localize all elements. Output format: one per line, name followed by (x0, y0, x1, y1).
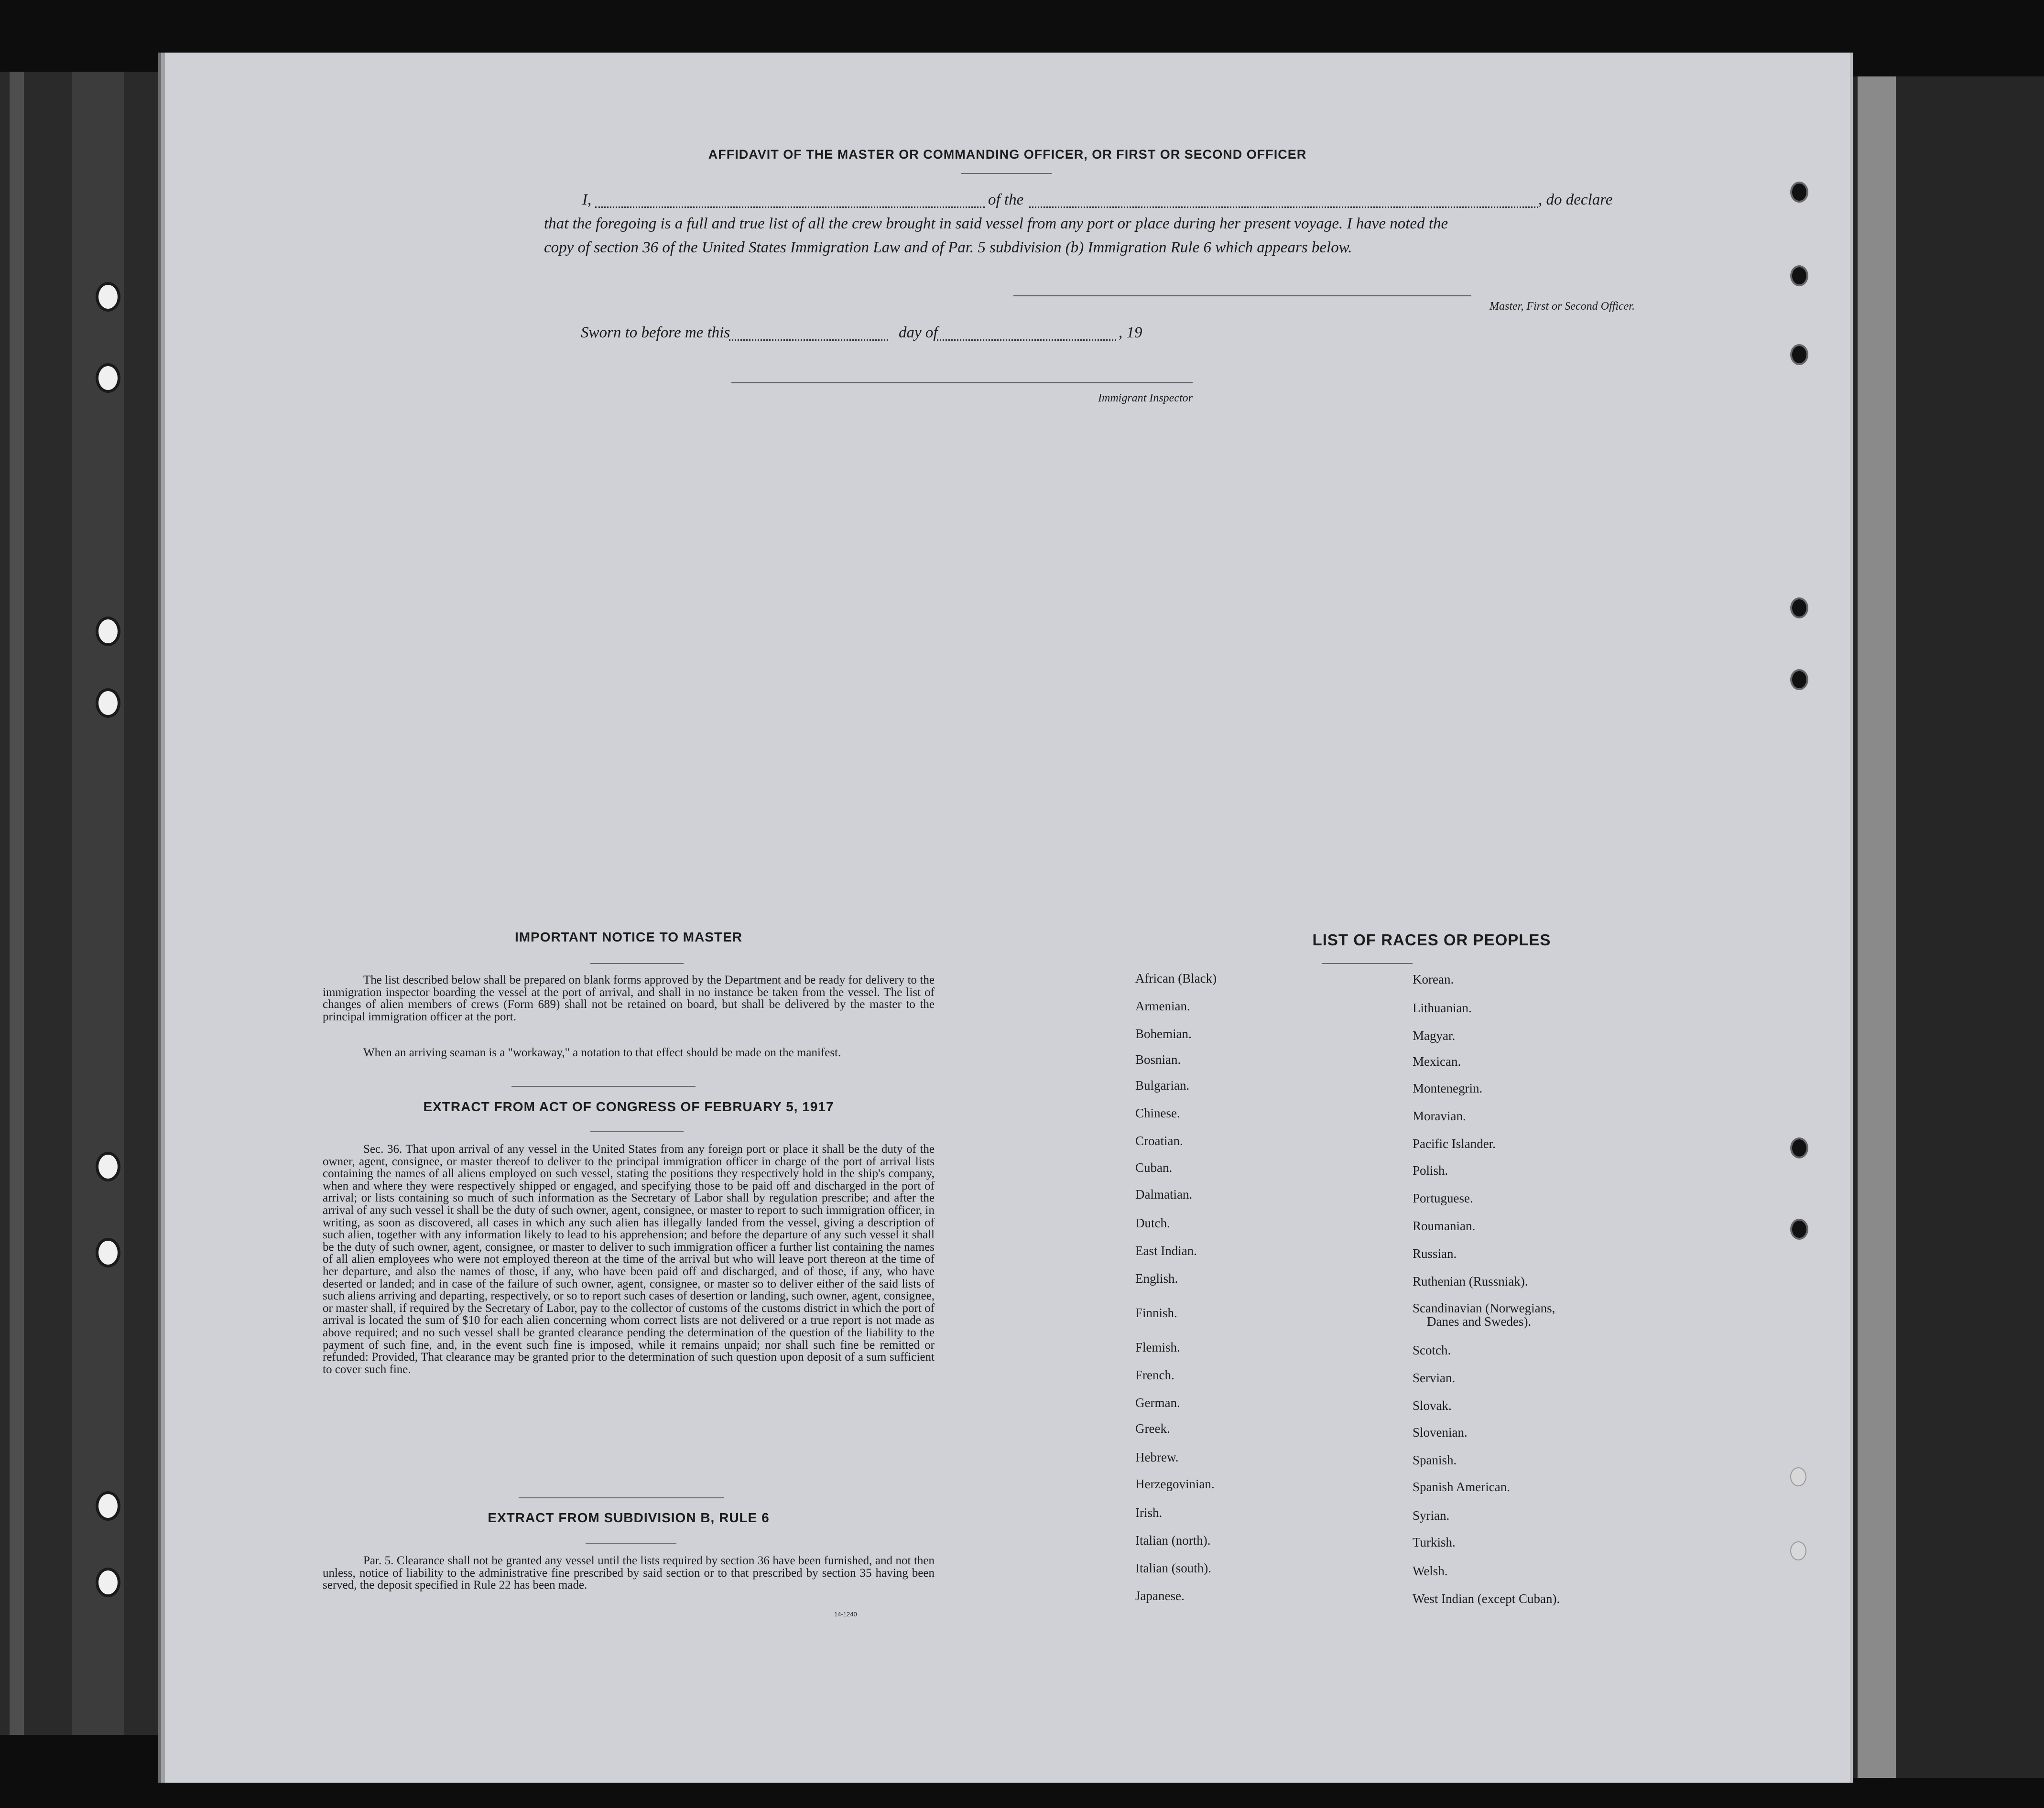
race-item: Russian. (1413, 1246, 1457, 1261)
punch-hole (1790, 265, 1808, 286)
race-item: Scotch. (1413, 1343, 1451, 1357)
affidavit-of-the-label: of the (988, 191, 1024, 208)
affidavit-title: AFFIDAVIT OF THE MASTER OR COMMANDING OFFICER, OR FIRST OR SECOND OFFICER (708, 147, 1307, 162)
race-item: Herzegovinian. (1135, 1477, 1215, 1491)
race-item: Italian (north). (1135, 1533, 1211, 1548)
race-item: Hebrew. (1135, 1450, 1179, 1464)
race-item: Syrian. (1413, 1508, 1450, 1523)
affidavit-text-line3: copy of section 36 of the United States Immigration Law and of Par. 5 subdivision (b) Immigration Rule 6 which appears below. (544, 239, 1352, 256)
manifest-page (165, 53, 1850, 1783)
sworn-year-label: , 19 (1119, 324, 1142, 341)
notice-paragraph: When an arriving seaman is a "workaway," a notation to that effect should be made on the manifest. (363, 1046, 841, 1059)
race-item: Italian (south). (1135, 1561, 1211, 1575)
punch-hole (1790, 1541, 1806, 1560)
binder-hole (96, 1152, 120, 1181)
race-item: Japanese. (1135, 1589, 1185, 1603)
divider (586, 1543, 676, 1544)
divider (961, 173, 1052, 174)
race-item: African (Black) (1135, 971, 1217, 985)
divider (590, 1131, 684, 1132)
race-item: Magyar. (1413, 1029, 1456, 1043)
binder-hole (96, 1568, 120, 1597)
vessel-blank[interactable] (1029, 206, 1538, 208)
sworn-day-blank[interactable] (729, 339, 888, 341)
divider (1322, 963, 1413, 964)
race-item: Cuban. (1135, 1160, 1173, 1175)
race-item: Dutch. (1135, 1216, 1170, 1230)
race-item: Irish. (1135, 1505, 1163, 1520)
race-item: French. (1135, 1368, 1174, 1382)
race-item: Welsh. (1413, 1564, 1448, 1578)
form-number: 14-1240 (834, 1611, 857, 1618)
act-extract-title: EXTRACT FROM ACT OF CONGRESS OF FEBRUARY 5, 1917 (423, 1099, 834, 1114)
binder-strip (72, 72, 124, 1735)
race-item: Lithuanian. (1413, 1001, 1472, 1015)
race-item: Roumanian. (1413, 1219, 1476, 1233)
race-item: Greek. (1135, 1421, 1170, 1436)
race-item: Turkish. (1413, 1535, 1456, 1549)
divider (590, 963, 684, 964)
binder-hole (96, 363, 120, 393)
race-item: Servian. (1413, 1371, 1456, 1385)
race-item: Danes and Swedes). (1427, 1314, 1532, 1329)
race-item: Montenegrin. (1413, 1081, 1483, 1095)
race-item: Finnish. (1135, 1306, 1177, 1320)
name-blank[interactable] (595, 206, 985, 208)
affidavit-i-label: I, (582, 191, 592, 208)
race-item: Moravian. (1413, 1109, 1466, 1123)
left-binder (0, 72, 158, 1735)
affidavit-declare-label: , do declare (1538, 191, 1613, 208)
race-item: Flemish. (1135, 1340, 1180, 1354)
divider (511, 1086, 696, 1087)
race-item: Armenian. (1135, 999, 1190, 1013)
race-item: Scandinavian (Norwegians, (1413, 1301, 1555, 1315)
race-item: German. (1135, 1396, 1180, 1410)
race-item: Chinese. (1135, 1106, 1180, 1120)
binder-hole (96, 617, 120, 646)
race-item: Mexican. (1413, 1054, 1461, 1069)
race-item: Ruthenian (Russniak). (1413, 1274, 1528, 1288)
sworn-month-blank[interactable] (937, 339, 1116, 341)
race-item: Spanish. (1413, 1453, 1457, 1467)
race-item: Croatian. (1135, 1134, 1183, 1148)
punch-hole (1790, 669, 1808, 690)
notice-title: IMPORTANT NOTICE TO MASTER (514, 930, 743, 944)
race-item: Dalmatian. (1135, 1187, 1193, 1202)
race-item: Bulgarian. (1135, 1078, 1190, 1093)
rule-extract-text: Par. 5. Clearance shall not be granted any vessel until the lists required by section 36 have been furnished, and not then unless, notice of liability to the administrative fine prescribed by said section or to that prescribed by section 35 having been served, the deposit specified in Rule 22 has been made. (323, 1554, 935, 1592)
race-item: Korean. (1413, 972, 1454, 986)
notice-paragraph: The list described below shall be prepared on blank forms approved by the Department and be ready for delivery to the immigration inspector boarding the vessel at the port of arrival, and shall in no instance be taken from the vessel. The list of changes of alien members of crews (Form 689) shall not be retained on board, but shall be delivered by the master to the principal immigration officer at the port. (323, 974, 935, 1023)
rule-extract-title: EXTRACT FROM SUBDIVISION B, RULE 6 (488, 1510, 770, 1525)
race-item: Slovak. (1413, 1398, 1452, 1413)
punch-hole (1790, 344, 1808, 365)
race-item: English. (1135, 1271, 1178, 1286)
binder-hole (96, 282, 120, 312)
binder-strip (10, 72, 24, 1735)
act-extract-text: Sec. 36. That upon arrival of any vessel in the United States from any foreign port or place it shall be the duty of the owner, agent, consignee, or master thereof to deliver to the principal immigration officer in charge of the port of arrival lists containing the names of all aliens employed on such vessel, stating the positions they respectively hold in the ship's company, when and where they were respectively shipped or engaged, and specifying those to be paid off and discharged in the port of arrival; or lists containing so much of such information as the Secretary of Labor shall by regulation prescribe; and after the arrival of any such vessel it shall be the duty of such owner, agent, consignee, or master to report to such immigration officer, in writing, as soon as discovered, all cases in which any such alien has illegally landed from the vessel, giving a description of such alien, together with any information likely to lead to his apprehension; and before the departure of any such vessel it shall be the duty of such owner, agent, consignee, or master to deliver to such immigration officer a further list containing the names of all alien employees who were not employed thereon at the time of the arrival but who will leave port thereon at the time of her departure, and also the names of those, if any, who have been paid off and discharged, and of those, if any, who have deserted or landed; and in case of the failure of such owner, agent, consignee, or master so to deliver either of the said lists of such aliens arriving and departing, respectively, or so to report such cases of desertion or landing, such owner, agent, consignee, or master shall, if required by the Secretary of Labor, pay to the collector of customs of the customs district in which the port of arrival is located the sum of $10 for each alien concerning whom correct lists are not delivered or a true report is not made as above required; and no such vessel shall be granted clearance pending the determination of the question of the liability to the payment of such fine, and, in the event such fine is imposed, while it remains unpaid; nor shall such fine be remitted or refunded: Provided, That clearance may be granted prior to the determination of such question upon deposit of a sum sufficient to cover such fine. (323, 1143, 935, 1376)
race-item: Polish. (1413, 1163, 1448, 1178)
affidavit-text-line2: that the foregoing is a full and true list of all the crew brought in said vessel from any port or place during her present voyage. I have noted the (544, 215, 1448, 232)
signature-line[interactable] (1013, 295, 1471, 296)
sworn-label: Sworn to before me this (581, 324, 730, 341)
right-binder (1853, 76, 2044, 1778)
divider (519, 1497, 724, 1498)
binder-hole (96, 1238, 120, 1267)
race-item: East Indian. (1135, 1244, 1197, 1258)
race-item: Bosnian. (1135, 1052, 1181, 1067)
inspector-caption: Immigrant Inspector (1098, 392, 1193, 404)
sworn-day-of-label: day of (899, 324, 938, 341)
race-item: Bohemian. (1135, 1027, 1192, 1041)
race-item: Portuguese. (1413, 1191, 1473, 1205)
inspector-signature-line[interactable] (731, 382, 1193, 383)
races-title: LIST OF RACES OR PEOPLES (1312, 931, 1551, 949)
race-item: Slovenian. (1413, 1425, 1468, 1440)
race-item: Pacific Islander. (1413, 1137, 1496, 1151)
race-item: Spanish American. (1413, 1480, 1510, 1494)
punch-hole (1790, 182, 1808, 203)
punch-hole (1790, 597, 1808, 618)
binder-strip (1858, 76, 1896, 1778)
punch-hole (1790, 1467, 1806, 1486)
race-item: West Indian (except Cuban). (1413, 1591, 1560, 1606)
binder-hole (96, 688, 120, 718)
signature-caption: Master, First or Second Officer. (1490, 300, 1635, 313)
punch-hole (1790, 1137, 1808, 1158)
punch-hole (1790, 1219, 1808, 1240)
binder-hole (96, 1491, 120, 1521)
